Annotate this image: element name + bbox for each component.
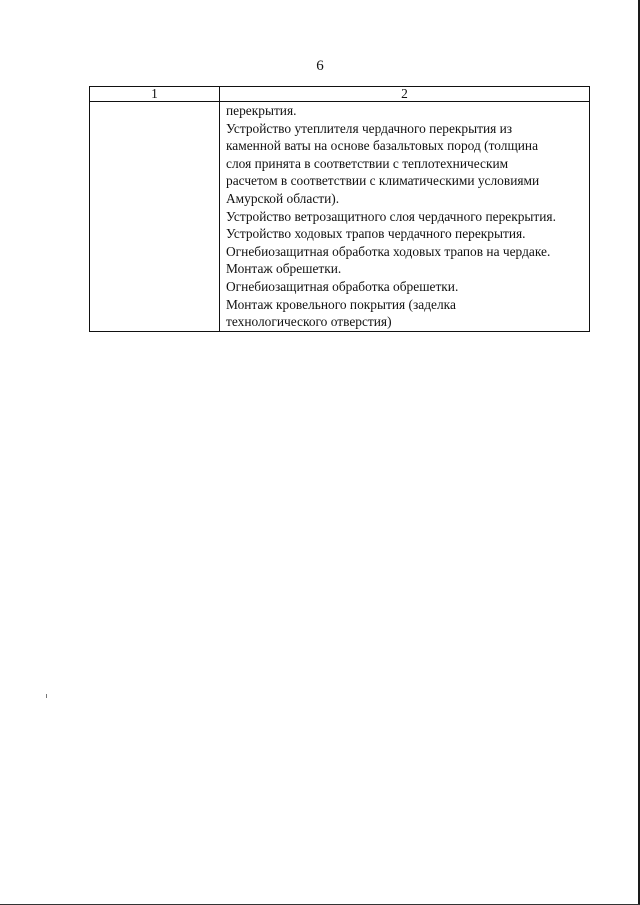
text-line: Устройство утеплителя чердачного перекрытия из	[226, 120, 513, 136]
text-line: перекрытия.	[226, 103, 297, 118]
text-line: слоя принята в соответствии с теплотехническим	[226, 155, 509, 171]
column-header-1: 1	[90, 87, 220, 102]
text-line: каменной ваты на основе базальтовых пород (толщина	[226, 138, 539, 154]
table-row	[90, 102, 590, 332]
text-line: технологического отверстия)	[226, 314, 392, 330]
row-cell-1	[90, 102, 220, 332]
text-line: Огнебиозащитная обработка ходовых трапов на чердаке.	[226, 243, 551, 259]
text-line: Монтаж кровельного покрытия (заделка	[226, 296, 456, 312]
text-line: Монтаж обрешетки.	[226, 261, 342, 277]
text-line: расчетом в соответствии с климатическими условиями	[226, 173, 540, 189]
page-number: 6	[316, 58, 324, 74]
table-header-row	[90, 87, 590, 102]
text-line: Устройство ветрозащитного слоя чердачного перекрытия.	[226, 208, 556, 224]
column-header-2: 2	[220, 87, 590, 102]
row-cell-2	[220, 102, 590, 332]
works-table	[89, 86, 590, 332]
text-line: Огнебиозащитная обработка обрешетки.	[226, 278, 459, 294]
scan-speck	[46, 694, 47, 698]
text-line: Амурской области).	[226, 190, 340, 206]
text-line: Устройство ходовых трапов чердачного перекрытия.	[226, 226, 526, 242]
